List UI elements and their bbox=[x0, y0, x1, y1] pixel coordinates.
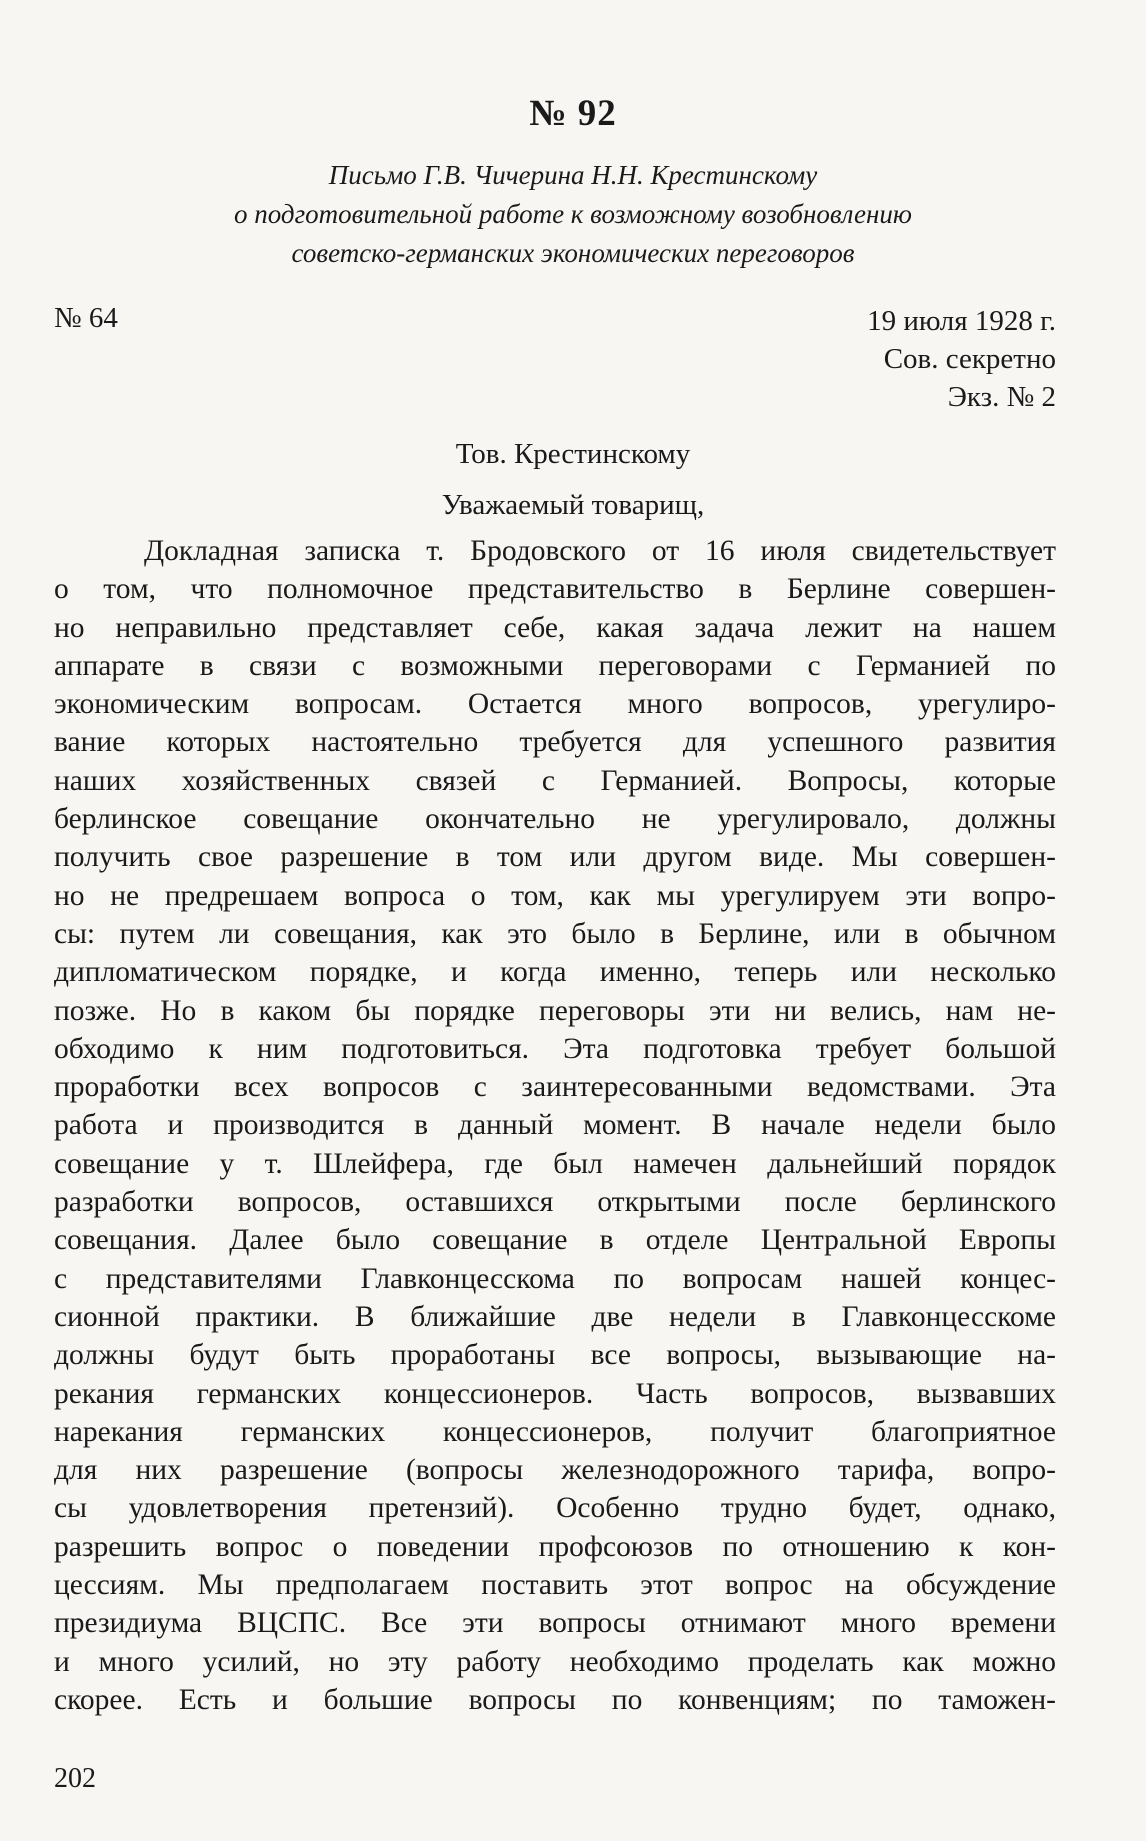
document-date: 19 июля 1928 г. bbox=[867, 305, 1056, 337]
body-line: для них разрешение (вопросы железнодорожного тарифа, вопро- bbox=[54, 1454, 1056, 1487]
body-line: президиума ВЦСПС. Все эти вопросы отнимают много времени bbox=[54, 1607, 1056, 1640]
body-line: разработки вопросов, оставшихся открытыми после берлинского bbox=[54, 1186, 1056, 1219]
document-title bbox=[120, 156, 1026, 273]
body-line: дипломатическом порядке, и когда именно, теперь или несколько bbox=[54, 956, 1056, 989]
title-line: о подготовительной работе к возможному возобновлению bbox=[234, 199, 912, 229]
body-line: проработки всех вопросов с заинтересованными ведомствами. Эта bbox=[54, 1071, 1056, 1104]
body-line: получить свое разрешение в том или другом виде. Мы совершен- bbox=[54, 841, 1056, 874]
body-line: нарекания германских концессионеров, получит благоприятное bbox=[54, 1415, 1056, 1448]
body-line: берлинское совещание окончательно не урегулировало, должны bbox=[54, 803, 1056, 836]
title-line: советско-германских экономических переговоров bbox=[291, 238, 855, 268]
classification-mark: Сов. секретно bbox=[883, 343, 1056, 375]
copy-number: Экз. № 2 bbox=[947, 381, 1056, 413]
body-line: рекания германских концессионеров. Часть вопросов, вызвавших bbox=[54, 1377, 1056, 1410]
letter-body bbox=[54, 532, 1056, 1719]
body-line: должны будут быть проработаны все вопросы, вызывающие на- bbox=[54, 1339, 1056, 1372]
body-line: о том, что полномочное представительство в Берлине совершен- bbox=[54, 573, 1056, 606]
addressee: Тов. Крестинскому bbox=[455, 438, 691, 470]
body-line: позже. Но в каком бы порядке переговоры эти ни велись, нам не- bbox=[54, 994, 1056, 1027]
body-line: совещание у т. Шлейфера, где был намечен дальнейший порядок bbox=[54, 1147, 1056, 1180]
body-line: Докладная записка т. Бродовского от 16 июля свидетельствует bbox=[144, 535, 1056, 567]
body-line: сионной практики. В ближайшие две недели в Главконцесскоме bbox=[54, 1300, 1056, 1333]
salutation: Уважаемый товарищ, bbox=[441, 489, 705, 521]
body-line: обходимо к ним подготовиться. Эта подготовка требует большой bbox=[54, 1032, 1056, 1065]
body-line: совещания. Далее было совещание в отделе Центральной Европы bbox=[54, 1224, 1056, 1257]
body-line: вание которых настоятельно требуется для успешного развития bbox=[54, 726, 1056, 759]
body-line: но неправильно представляет себе, какая задача лежит на нашем bbox=[54, 611, 1056, 644]
body-line: но не предрешаем вопроса о том, как мы урегулируем эти вопро- bbox=[54, 879, 1056, 912]
body-line: аппарате в связи с возможными переговорами с Германией по bbox=[54, 649, 1056, 682]
page-number: 202 bbox=[54, 1763, 96, 1794]
date-block bbox=[867, 302, 1056, 416]
body-line: и много усилий, но эту работу необходимо проделать как можно bbox=[54, 1645, 1056, 1678]
document-number: № 92 bbox=[529, 93, 617, 134]
body-line: экономическим вопросам. Остается много вопросов, урегулиро- bbox=[54, 688, 1056, 721]
body-line: наших хозяйственных связей с Германией. Вопросы, которые bbox=[54, 764, 1056, 797]
body-line: скорее. Есть и большие вопросы по конвенциям; по таможен- bbox=[54, 1683, 1056, 1716]
registration-number: № 64 bbox=[54, 302, 118, 334]
title-line: Письмо Г.В. Чичерина Н.Н. Крестинскому bbox=[328, 160, 818, 190]
body-line: разрешить вопрос о поведении профсоюзов по отношению к кон- bbox=[54, 1530, 1056, 1563]
body-line: сы: путем ли совещания, как это было в Берлине, или в обычном bbox=[54, 917, 1056, 950]
body-line: с представителями Главконцесскома по вопросам нашей концес- bbox=[54, 1262, 1056, 1295]
body-line: сы удовлетворения претензий). Особенно трудно будет, однако, bbox=[54, 1492, 1056, 1525]
body-line: цессиям. Мы предполагаем поставить этот вопрос на обсуждение bbox=[54, 1569, 1056, 1602]
body-line: работа и производится в данный момент. В начале недели было bbox=[54, 1109, 1056, 1142]
